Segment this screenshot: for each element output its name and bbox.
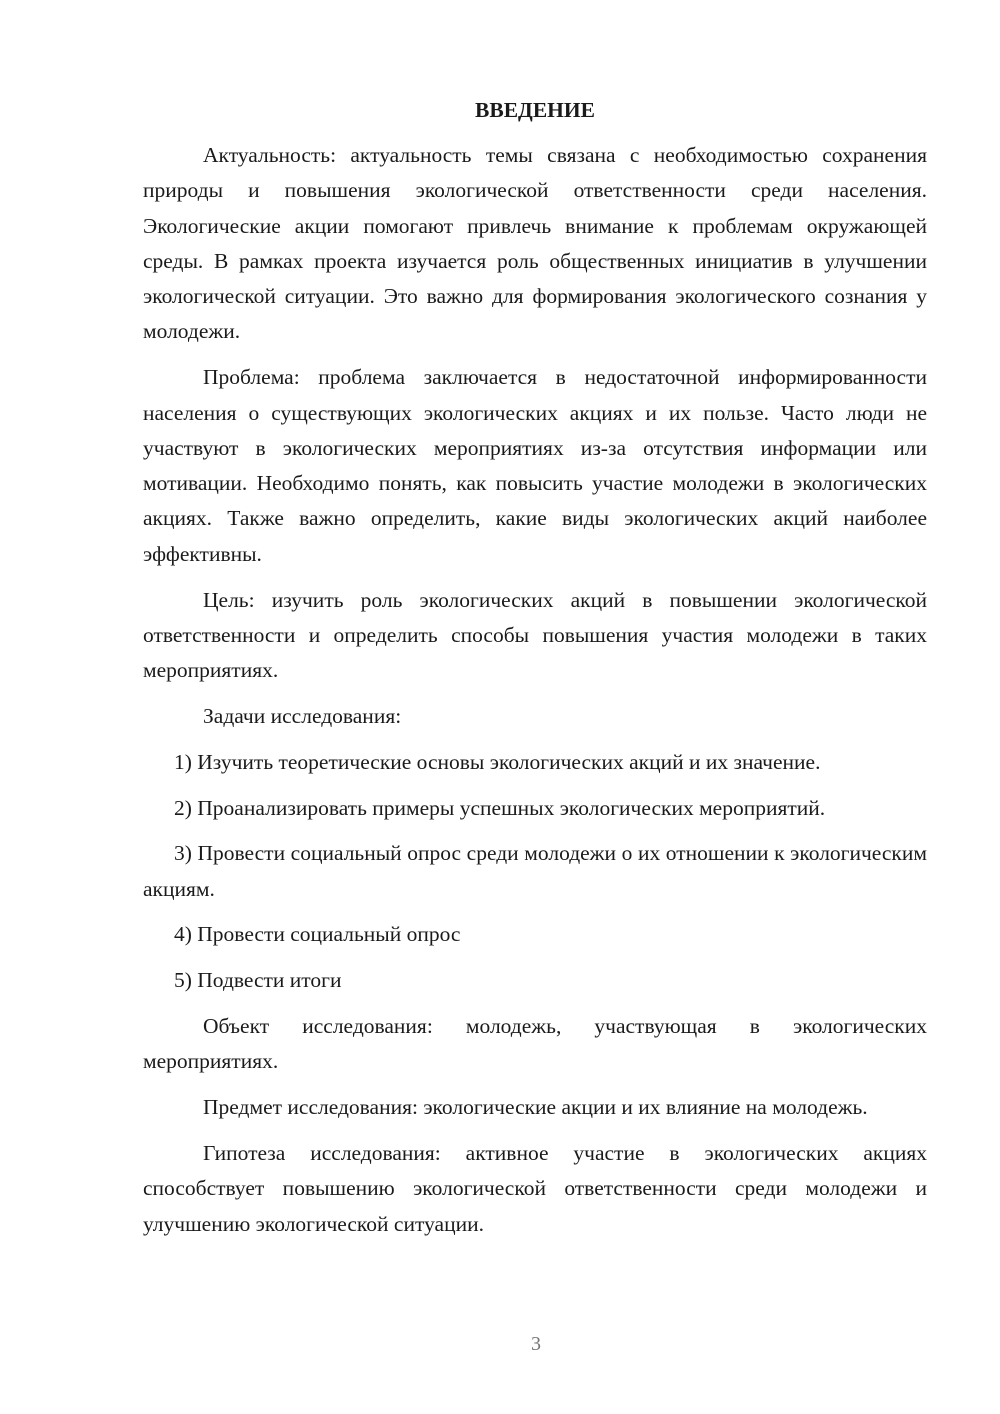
paragraph-relevance: Актуальность: актуальность темы связана с необходимостью сохранения природы и повышения экологической ответственности среди населения. Экологические акции помогают привлечь внимание к проблемам окружающей среды. В рамках проекта изучается роль общественных инициатив в улучшении экологической ситуации. Это важно для формирования экологического сознания у молодежи. [143,143,927,344]
paragraph-object: Объект исследования: молодежь, участвующая в экологических мероприятиях. [143,1014,927,1074]
paragraph-hypothesis: Гипотеза исследования: активное участие в экологических акциях способствует повышению экологической ответственности среди молодежи и улучшению экологической ситуации. [143,1140,927,1236]
task-item-5: 5) Подвести итоги [174,968,342,993]
task-item-3: 3) Провести социальный опрос среди молодежи о их отношении к экологическим акциям. [143,841,927,901]
paragraph-problem: Проблема: проблема заключается в недостаточной информированности населения о существующих экологических акциях и их пользе. Часто люди не участвуют в экологических мероприятиях из-за отсутствия информации или мотивации. Необходимо понять, как повысить участие молодежи в экологических акциях. Также важно определить, какие виды экологических акций наиболее эффективны. [143,365,927,566]
task-item-2: 2) Проанализировать примеры успешных экологических мероприятий. [174,795,826,820]
paragraph-goal: Цель: изучить роль экологических акций в повышении экологической ответственности и определить способы повышения участия молодежи в таких мероприятиях. [143,587,927,683]
paragraph-subject: Предмет исследования: экологические акции и их влияние на молодежь. [203,1095,868,1120]
task-item-4: 4) Провести социальный опрос [174,922,461,947]
paragraph-tasks-heading: Задачи исследования: [203,703,402,728]
document-page [143,92,927,1252]
task-item-1: 1) Изучить теоретические основы экологических акций и их значение. [174,749,821,774]
page-title: ВВЕДЕНИЕ [475,98,595,122]
page-number: 3 [531,1333,541,1355]
